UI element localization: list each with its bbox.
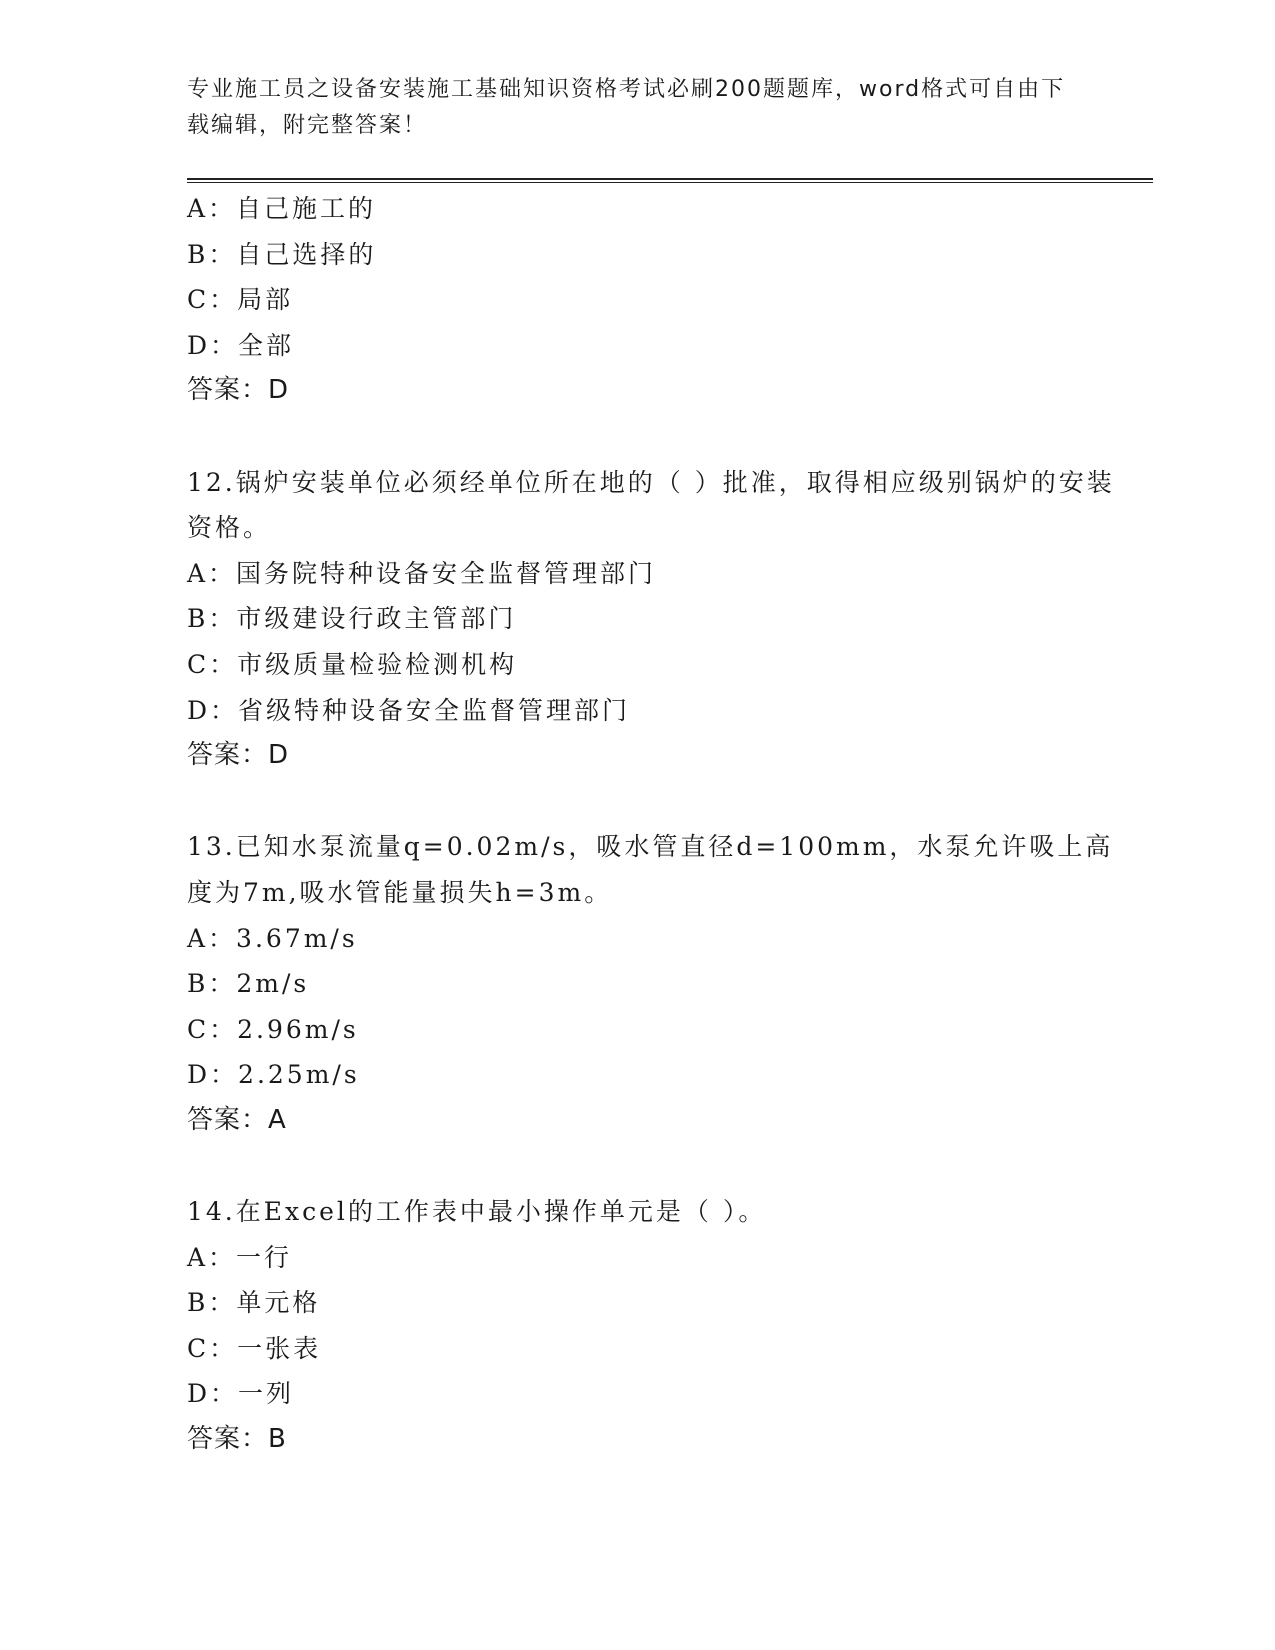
question-block-12 <box>187 460 1117 779</box>
spacer <box>187 1143 1117 1189</box>
answer-line: 答案：B <box>187 1424 287 1455</box>
question-block-13 <box>187 824 1117 1143</box>
question-block-prev <box>187 186 1117 414</box>
question-list <box>187 186 1117 1463</box>
option-d: D：一列 <box>187 1379 295 1409</box>
option-b: B：市级建设行政主管部门 <box>187 604 517 634</box>
option-c: C：2.96m/s <box>187 1014 359 1044</box>
option-c: C：局部 <box>187 285 294 315</box>
question-block-14 <box>187 1189 1117 1463</box>
option-a: A：自己施工的 <box>187 194 377 223</box>
option-d: D：全部 <box>187 330 295 360</box>
answer-line: 答案：A <box>187 1104 287 1135</box>
option-b: B：2m/s <box>187 969 310 999</box>
document-header: 专业施工员之设备安装施工基础知识资格考试必刷200题题库，word格式可自由下载编辑，附完整答案！ <box>187 77 1066 138</box>
option-c: C：一张表 <box>187 1333 322 1363</box>
spacer <box>187 779 1117 825</box>
answer-line: 答案：D <box>187 740 290 771</box>
question-stem: 14.在Excel的工作表中最小操作单元是（ ）。 <box>187 1197 767 1227</box>
option-a: A：国务院特种设备安全监督管理部门 <box>187 558 657 588</box>
option-d: D：2.25m/s <box>187 1060 360 1090</box>
header-divider <box>187 178 1153 183</box>
option-a: A：3.67m/s <box>187 923 358 953</box>
spacer <box>187 414 1117 460</box>
option-d: D：省级特种设备安全监督管理部门 <box>187 695 631 725</box>
option-c: C：市级质量检验检测机构 <box>187 649 518 679</box>
question-stem: 13.已知水泵流量q=0.02m/s，吸水管直径d=100mm，水泵允许吸上高度为7m,吸水管能量损失h=3m。 <box>187 832 1114 907</box>
option-b: B：单元格 <box>187 1288 321 1318</box>
answer-line: 答案：D <box>187 375 290 406</box>
option-a: A：一行 <box>187 1242 293 1272</box>
question-stem: 12.锅炉安装单位必须经单位所在地的（ ）批准，取得相应级别锅炉的安装资格。 <box>187 467 1115 543</box>
option-b: B：自己选择的 <box>187 239 377 269</box>
